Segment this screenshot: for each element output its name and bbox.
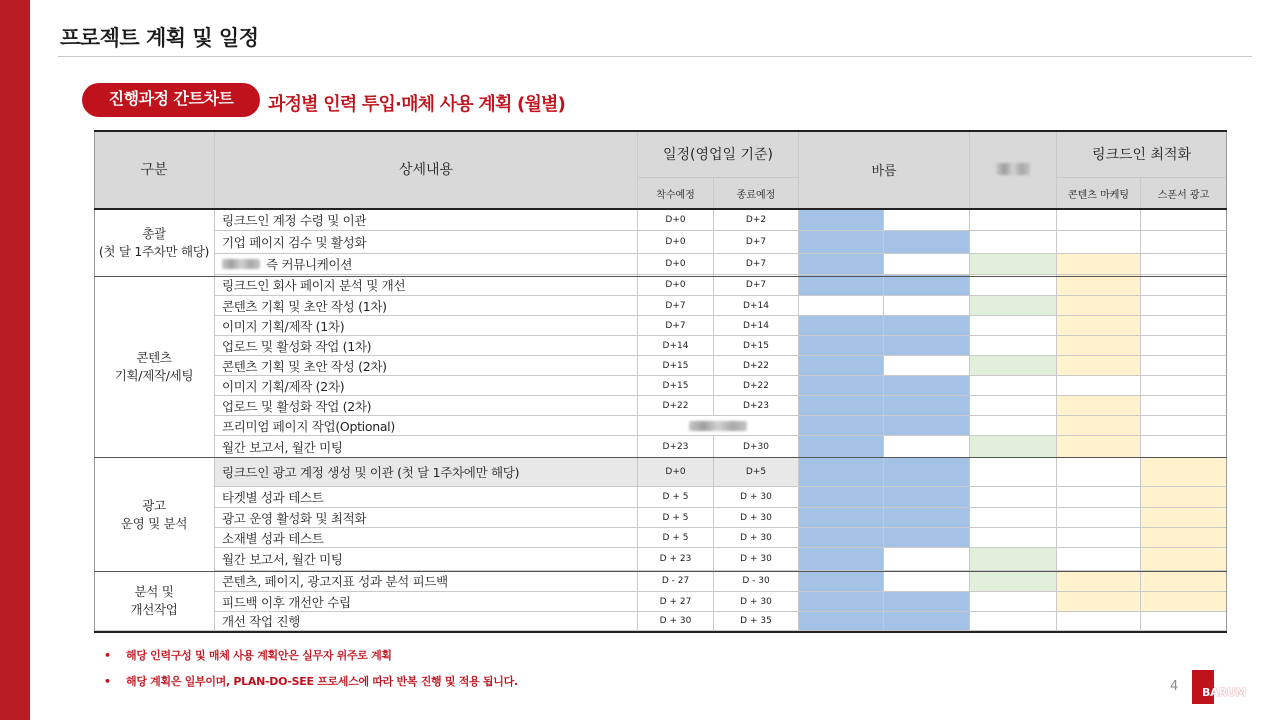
left-accent-bar	[0, 0, 30, 720]
gantt-bar-blue	[799, 210, 884, 231]
row-start-day: D+0	[638, 275, 714, 296]
table-top-border	[94, 130, 1227, 132]
row-detail: 기업 페이지 검수 및 활성화	[215, 231, 638, 254]
gantt-bar-yellow	[1057, 296, 1141, 316]
header-barum: 바름	[799, 130, 970, 209]
gantt-bar-empty	[1141, 416, 1227, 436]
gantt-bar-empty	[1057, 528, 1141, 548]
row-detail: 타겟별 성과 테스트	[215, 487, 638, 508]
gantt-bar-empty	[1057, 612, 1141, 631]
gantt-bar-empty	[1141, 436, 1227, 458]
gantt-bar-blue	[884, 458, 970, 487]
gantt-bar-yellow	[1141, 487, 1227, 508]
gantt-bar-empty	[1141, 376, 1227, 396]
row-detail: 피드백 이후 개선안 수립	[215, 592, 638, 612]
row-detail: 프리미엄 페이지 작업(Optional)	[215, 416, 638, 436]
row-end-day: D+15	[714, 336, 799, 356]
gantt-bar-green	[970, 436, 1057, 458]
gantt-bar-empty	[970, 316, 1057, 336]
row-end-day: D + 30	[714, 548, 799, 571]
gantt-bar-blue	[884, 376, 970, 396]
header-content-marketing: 콘텐츠 마케팅	[1057, 178, 1141, 209]
gantt-bar-empty	[970, 275, 1057, 296]
section-label-ads: 광고 운영 및 분석	[94, 458, 215, 572]
barum-logo	[1192, 670, 1254, 704]
row-end-day: D + 30	[714, 487, 799, 508]
chart-subtitle: 과정별 인력 투입·매체 사용 계획 (월별)	[268, 94, 566, 115]
row-detail: 콘텐츠 기획 및 초안 작성 (1차)	[215, 296, 638, 316]
gantt-bar-empty	[1141, 612, 1227, 631]
gantt-bar-green	[970, 356, 1057, 376]
row-start-day: D + 5	[638, 508, 714, 528]
gantt-bar-empty	[884, 436, 970, 458]
gantt-bar-blue	[799, 396, 884, 416]
row-end-day: D+7	[714, 254, 799, 275]
gantt-bar-empty	[884, 571, 970, 592]
gantt-bar-blue	[799, 508, 884, 528]
gantt-bar-blue	[884, 231, 970, 254]
logo-wordmark: BARUM	[1202, 686, 1247, 699]
row-end-day: D+14	[714, 316, 799, 336]
gantt-bar-empty	[970, 508, 1057, 528]
title-divider	[58, 56, 1252, 57]
row-end-day: D+7	[714, 231, 799, 254]
gantt-bar-empty	[1141, 231, 1227, 254]
row-detail: 개선 작업 진행	[215, 612, 638, 631]
gantt-bar-empty	[1141, 396, 1227, 416]
row-detail-text: 즉 커뮤니케이션	[266, 257, 353, 272]
table-bottom-border	[94, 631, 1227, 633]
gantt-bar-green	[970, 548, 1057, 571]
gantt-bar-blue	[799, 254, 884, 275]
gantt-bar-empty	[1057, 231, 1141, 254]
row-start-day: D+0	[638, 210, 714, 231]
row-end-day: D + 30	[714, 528, 799, 548]
row-end-day: D+7	[714, 275, 799, 296]
gantt-bar-empty	[884, 356, 970, 376]
gantt-bar-empty	[884, 296, 970, 316]
gantt-bar-blue	[884, 612, 970, 631]
gantt-bar-yellow	[1057, 416, 1141, 436]
header-start: 착수예정	[638, 178, 714, 209]
row-end-day: D+30	[714, 436, 799, 458]
gantt-bar-blue	[799, 612, 884, 631]
gantt-bar-yellow	[1057, 336, 1141, 356]
row-start-day: D+15	[638, 376, 714, 396]
gantt-bar-empty	[970, 416, 1057, 436]
gantt-bar-empty	[1141, 336, 1227, 356]
row-detail: 이미지 기획/제작 (2차)	[215, 376, 638, 396]
section-label-general: 총괄 (첫 달 1주차만 해당)	[94, 210, 215, 277]
row-end-day: D+23	[714, 396, 799, 416]
row-start-day: D + 30	[638, 612, 714, 631]
gantt-bar-empty	[970, 528, 1057, 548]
gantt-bar-blue	[799, 275, 884, 296]
gantt-bar-yellow	[1057, 571, 1141, 592]
gantt-bar-empty	[970, 336, 1057, 356]
header-end: 종료예정	[714, 178, 799, 209]
row-end-day: D+14	[714, 296, 799, 316]
gantt-bar-yellow	[1141, 508, 1227, 528]
row-start-day: D+14	[638, 336, 714, 356]
gantt-bar-empty	[970, 458, 1057, 487]
row-detail	[215, 254, 638, 275]
gantt-bar-empty	[970, 487, 1057, 508]
row-start-day: D+23	[638, 436, 714, 458]
redacted-partner-name	[996, 163, 1030, 175]
row-detail: 소재별 성과 테스트	[215, 528, 638, 548]
gantt-bar-empty	[1141, 275, 1227, 296]
row-end-day: D + 30	[714, 592, 799, 612]
row-start-day	[638, 416, 799, 436]
footnote-text: 해당 인력구성 및 매체 사용 계획안은 실무자 위주로 계획	[126, 649, 392, 662]
row-detail: 콘텐츠, 페이지, 광고지표 성과 분석 피드백	[215, 571, 638, 592]
gantt-bar-blue	[884, 487, 970, 508]
row-start-day: D+7	[638, 316, 714, 336]
footnote-item	[104, 673, 518, 699]
row-end-day: D+22	[714, 356, 799, 376]
footnote-item	[104, 647, 518, 673]
row-detail: 이미지 기획/제작 (1차)	[215, 316, 638, 336]
gantt-bar-empty	[970, 210, 1057, 231]
gantt-bar-blue	[799, 528, 884, 548]
redacted-schedule	[689, 421, 747, 431]
gantt-bar-yellow	[1057, 275, 1141, 296]
gantt-bar-empty	[1141, 296, 1227, 316]
header-schedule: 일정(영업일 기준)	[638, 130, 799, 178]
row-end-day: D+2	[714, 210, 799, 231]
row-detail: 업로드 및 활성화 작업 (1차)	[215, 336, 638, 356]
gantt-bar-empty	[970, 376, 1057, 396]
gantt-bar-yellow	[1057, 396, 1141, 416]
gantt-bar-green	[970, 254, 1057, 275]
section-label-content: 콘텐츠 기획/제작/세팅	[94, 277, 215, 458]
gantt-bar-blue	[884, 396, 970, 416]
row-detail: 링크드인 광고 계정 생성 및 이관 (첫 달 1주차에만 해당)	[215, 458, 638, 487]
gantt-bar-yellow	[1141, 571, 1227, 592]
gantt-bar-yellow	[1057, 254, 1141, 275]
section-divider	[94, 571, 1227, 572]
gantt-bar-blue	[884, 316, 970, 336]
gantt-bar-yellow	[1141, 548, 1227, 571]
row-end-day: D - 30	[714, 571, 799, 592]
gantt-bar-blue	[884, 528, 970, 548]
table-left-border	[94, 130, 95, 633]
row-start-day: D + 5	[638, 487, 714, 508]
gantt-bar-blue	[884, 592, 970, 612]
gantt-bar-blue	[799, 416, 884, 436]
bullet: •	[104, 649, 111, 662]
row-start-day: D + 5	[638, 528, 714, 548]
gantt-bar-empty	[970, 231, 1057, 254]
section-divider	[94, 276, 1227, 277]
row-end-day: D + 30	[714, 508, 799, 528]
gantt-bar-blue	[799, 356, 884, 376]
row-start-day: D+0	[638, 458, 714, 487]
table-right-border	[1226, 130, 1227, 633]
page-title: 프로젝트 계획 및 일정	[60, 26, 259, 50]
header-linkedin: 링크드인 최적화	[1057, 130, 1227, 178]
header-detail: 상세내용	[215, 130, 638, 209]
gantt-bar-yellow	[1057, 356, 1141, 376]
gantt-table	[94, 130, 1227, 633]
gantt-bar-empty	[1141, 210, 1227, 231]
gantt-bar-blue	[799, 571, 884, 592]
gantt-bar-empty	[1057, 210, 1141, 231]
redacted-text	[222, 259, 260, 269]
row-start-day: D + 23	[638, 548, 714, 571]
row-end-day: D + 35	[714, 612, 799, 631]
footnotes	[104, 647, 518, 699]
footnote-text: 해당 계획은 일부이며, PLAN-DO-SEE 프로세스에 따라 반복 진행 및 적용 됩니다.	[126, 675, 518, 688]
gantt-bar-blue	[799, 316, 884, 336]
gantt-bar-green	[970, 571, 1057, 592]
gantt-bar-empty	[970, 592, 1057, 612]
header-sponsored-ads: 스폰서 광고	[1141, 178, 1227, 209]
gantt-bar-empty	[1057, 376, 1141, 396]
gantt-bar-blue	[799, 231, 884, 254]
row-detail: 월간 보고서, 월간 미팅	[215, 436, 638, 458]
section-divider	[94, 457, 1227, 458]
gantt-bar-empty	[1141, 254, 1227, 275]
gantt-bar-empty	[1057, 487, 1141, 508]
bullet: •	[104, 675, 111, 688]
section-badge: 진행과정 간트차트	[82, 83, 260, 117]
header-blurred-partner	[970, 130, 1057, 209]
row-detail: 링크드인 회사 페이지 분석 및 개선	[215, 275, 638, 296]
gantt-bar-empty	[884, 254, 970, 275]
gantt-bar-yellow	[1141, 592, 1227, 612]
gantt-bar-yellow	[1057, 592, 1141, 612]
gantt-bar-blue	[799, 376, 884, 396]
gantt-bar-blue	[799, 487, 884, 508]
gantt-bar-blue	[884, 416, 970, 436]
gantt-bar-yellow	[1057, 316, 1141, 336]
gantt-bar-yellow	[1141, 528, 1227, 548]
row-detail: 콘텐츠 기획 및 초안 작성 (2차)	[215, 356, 638, 376]
gantt-bar-empty	[970, 612, 1057, 631]
row-start-day: D+0	[638, 231, 714, 254]
row-detail: 링크드인 계정 수령 및 이관	[215, 210, 638, 231]
gantt-bar-green	[970, 296, 1057, 316]
page-number: 4	[1170, 679, 1179, 694]
gantt-bar-empty	[1057, 458, 1141, 487]
row-end-day: D+22	[714, 376, 799, 396]
gantt-bar-blue	[799, 592, 884, 612]
gantt-bar-empty	[1141, 356, 1227, 376]
row-end-day: D+5	[714, 458, 799, 487]
gantt-bar-blue	[799, 336, 884, 356]
row-detail: 업로드 및 활성화 작업 (2차)	[215, 396, 638, 416]
gantt-bar-blue	[884, 336, 970, 356]
gantt-bar-blue	[884, 508, 970, 528]
gantt-bar-empty	[799, 296, 884, 316]
header-category: 구분	[94, 130, 215, 209]
gantt-bar-empty	[1057, 508, 1141, 528]
gantt-bar-yellow	[1141, 458, 1227, 487]
gantt-bar-blue	[884, 275, 970, 296]
row-start-day: D+7	[638, 296, 714, 316]
gantt-bar-empty	[884, 548, 970, 571]
gantt-bar-blue	[799, 436, 884, 458]
table-header-border	[94, 208, 1227, 210]
row-start-day: D + 27	[638, 592, 714, 612]
row-detail: 월간 보고서, 월간 미팅	[215, 548, 638, 571]
row-detail: 광고 운영 활성화 및 최적화	[215, 508, 638, 528]
gantt-bar-blue	[799, 548, 884, 571]
gantt-bar-empty	[884, 210, 970, 231]
row-start-day: D+15	[638, 356, 714, 376]
gantt-bar-empty	[1141, 316, 1227, 336]
row-start-day: D - 27	[638, 571, 714, 592]
gantt-bar-blue	[799, 458, 884, 487]
row-start-day: D+22	[638, 396, 714, 416]
row-start-day: D+0	[638, 254, 714, 275]
gantt-bar-yellow	[1057, 436, 1141, 458]
section-label-analysis: 분석 및 개선작업	[94, 572, 215, 631]
gantt-bar-empty	[1057, 548, 1141, 571]
gantt-bar-empty	[970, 396, 1057, 416]
